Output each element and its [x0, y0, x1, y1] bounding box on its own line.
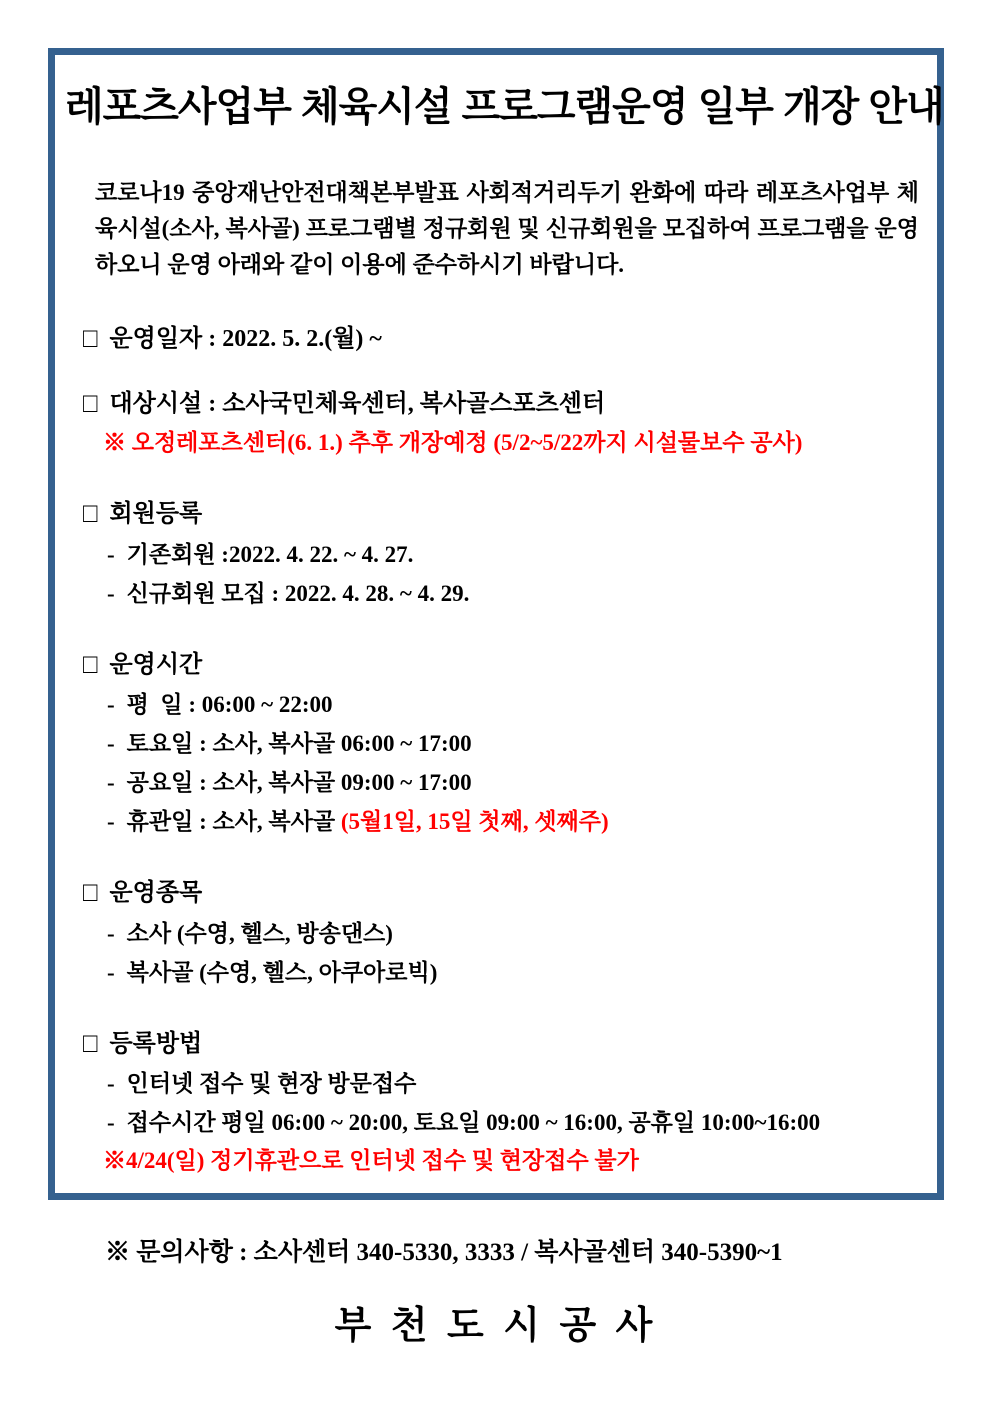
section-heading-text: 등록방법 — [109, 1030, 203, 1057]
list-item-text: 공요일 : 소사, 복사골 09:00 ~ 17:00 — [126, 770, 472, 796]
list-item — [65, 689, 927, 720]
list-item-text: 소사 (수영, 헬스, 방송댄스) — [126, 920, 393, 946]
notice-document-frame — [48, 48, 944, 1348]
square-bullet-icon: □ — [83, 878, 98, 909]
intro-paragraph: 코로나19 중앙재난안전대책본부발표 사회적거리두기 완화에 따라 레포츠사업부 체육시설(소사, 복사골) 프로그램별 정규회원 및 신규회원을 모집하여 프로그램을 운영하오니 운영 아래와 같이 이용에 준수하시기 바랍니다. — [95, 180, 919, 278]
section-registration-method — [65, 1028, 927, 1177]
list-item — [65, 1068, 927, 1099]
dash-bullet-icon: - — [107, 920, 115, 946]
section-heading — [65, 498, 927, 530]
list-item — [65, 1107, 927, 1138]
list-item — [65, 918, 927, 949]
dash-bullet-icon: - — [107, 731, 115, 757]
section-heading-text: 운영종목 — [109, 880, 203, 907]
section-heading — [65, 877, 927, 909]
dash-bullet-icon: - — [107, 580, 115, 606]
list-item-text: 인터넷 접수 및 현장 방문접수 — [126, 1071, 417, 1097]
dash-bullet-icon: - — [107, 959, 115, 985]
list-item-text: 기존회원 :2022. 4. 22. ~ 4. 27. — [126, 541, 414, 567]
section-operation-hours — [65, 649, 927, 838]
section-heading — [65, 323, 927, 355]
section-operation-date — [65, 323, 927, 355]
list-item-text: 복사골 (수영, 헬스, 아쿠아로빅) — [126, 959, 438, 985]
square-bullet-icon: □ — [83, 499, 98, 530]
section-heading — [65, 649, 927, 681]
list-item-text: 토요일 : 소사, 복사골 06:00 ~ 17:00 — [126, 731, 472, 757]
list-item-text: 신규회원 모집 : 2022. 4. 28. ~ 4. 29. — [126, 580, 470, 606]
square-bullet-icon: □ — [83, 388, 98, 419]
section-heading-text: 운영일자 : 2022. 5. 2.(월) ~ — [109, 326, 382, 353]
section-program-items — [65, 877, 927, 987]
list-item — [65, 578, 927, 609]
dash-bullet-icon: - — [107, 541, 115, 567]
dash-bullet-icon: - — [107, 1071, 115, 1097]
list-item — [65, 539, 927, 570]
dash-bullet-icon: - — [107, 770, 115, 796]
organization-name: 부 천 도 시 공 사 — [334, 1305, 658, 1348]
dash-bullet-icon: - — [107, 692, 115, 718]
section-member-registration — [65, 498, 927, 608]
section-heading — [65, 388, 927, 420]
list-item — [65, 728, 927, 759]
list-item-text: 휴관일 : 소사, 복사골 — [126, 809, 341, 835]
section-heading-text: 운영시간 — [109, 651, 203, 678]
list-item — [65, 957, 927, 988]
list-item-text: 접수시간 평일 06:00 ~ 20:00, 토요일 09:00 ~ 16:00, 공휴일 10:00~16:00 — [126, 1110, 821, 1136]
dash-bullet-icon: - — [107, 809, 115, 835]
list-item — [65, 806, 927, 837]
section-heading — [65, 1028, 927, 1060]
facility-note-red: ※ 오정레포츠센터(6. 1.) 추후 개장예정 (5/2~5/22까지 시설물보수 공사) — [103, 430, 803, 456]
section-heading-text: 대상시설 : 소사국민체육센터, 복사골스포츠센터 — [109, 390, 606, 417]
list-item-text: 평 일 : 06:00 ~ 22:00 — [126, 692, 333, 718]
section-target-facilities — [65, 388, 927, 458]
section-heading-text: 회원등록 — [109, 501, 203, 528]
contact-info: ※ 문의사항 : 소사센터 340-5330, 3333 / 복사골센터 340-5390~1 — [105, 1239, 783, 1267]
sections-container — [65, 323, 927, 1176]
registration-note-red: ※4/24(일) 정기휴관으로 인터넷 접수 및 현장접수 불가 — [103, 1148, 639, 1174]
list-item — [65, 767, 927, 798]
square-bullet-icon: □ — [83, 649, 98, 680]
square-bullet-icon: □ — [83, 324, 98, 355]
square-bullet-icon: □ — [83, 1028, 98, 1059]
closed-days-red-text: (5월1일, 15일 첫째, 셋째주) — [340, 809, 609, 835]
page-title: 레포츠사업부 체육시설 프로그램운영 일부 개장 안내 — [65, 85, 944, 129]
dash-bullet-icon: - — [107, 1110, 115, 1136]
